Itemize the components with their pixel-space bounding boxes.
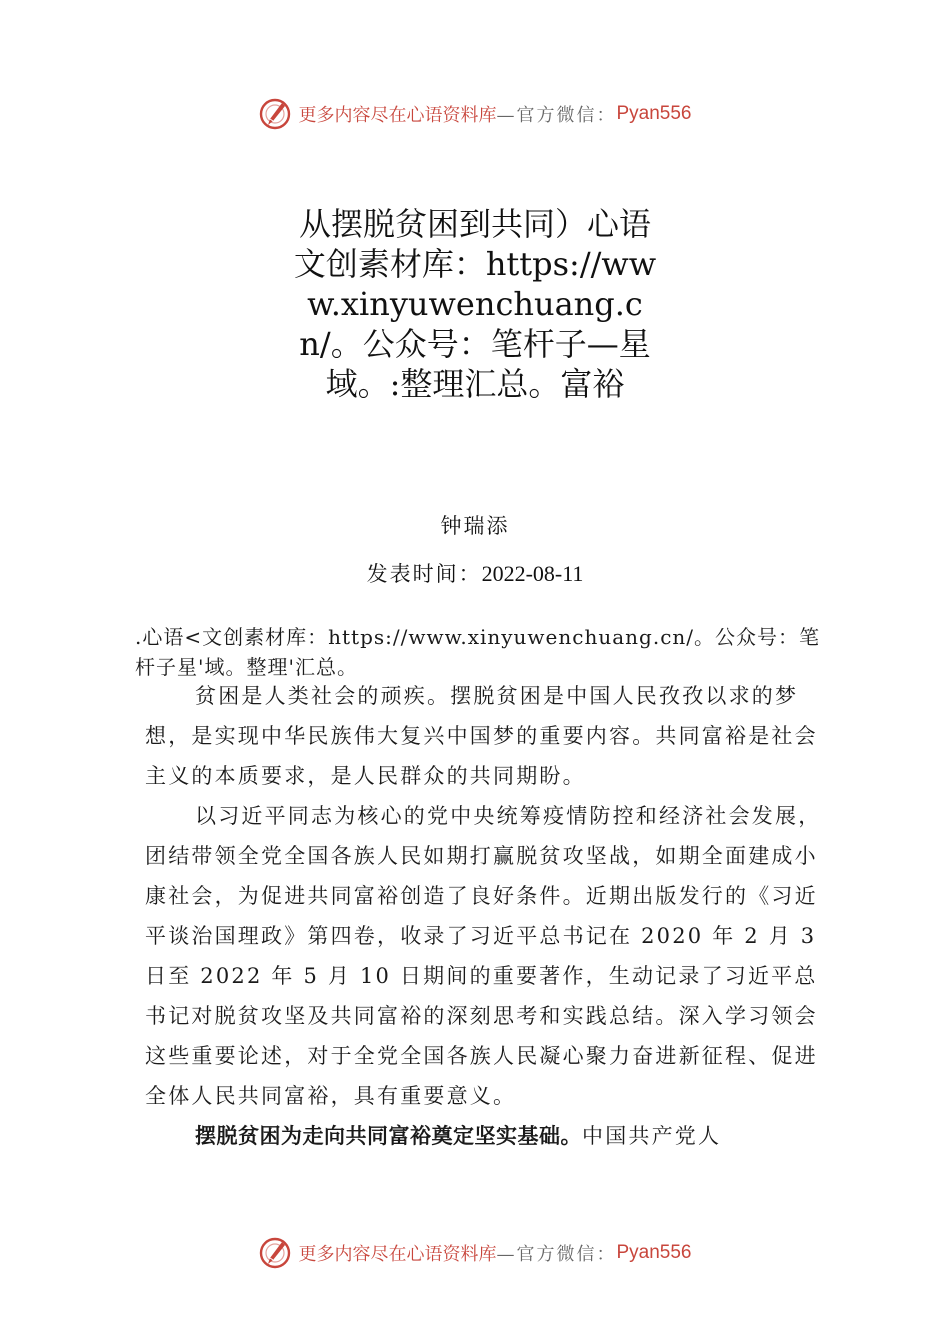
publish-date-value: 2022-08-11 [481, 561, 584, 586]
banner-text-library: 更多内容尽在心语资料库 [298, 1244, 497, 1265]
publish-date-label: 发表时间： [366, 562, 482, 586]
paragraph-3 [145, 1116, 831, 1156]
banner-text-library: 更多内容尽在心语资料库 [298, 105, 497, 126]
quill-logo-icon [258, 97, 292, 131]
paragraph-3-heading: 摆脱贫困为走向共同富裕奠定坚实基础。 [195, 1124, 582, 1148]
header-banner [0, 94, 950, 134]
paragraph-2: 以习近平同志为核心的党中央统筹疫情防控和经济社会发展，团结带领全党全国各族人民如期打赢脱贫攻坚战，如期全面建成小康社会，为促进共同富裕创造了良好条件。近期出版发行的《习近平谈治国理政》第四卷，收录了习近平总书记在 2020 年 2 月 3 日至 2022 年 5 月 10 日期间的重要著作，生动记录了习近平总书记对脱贫攻坚及共同富裕的深刻思考和实践总结。深入学习领会这些重要论述，对于全党全国各族人民凝心聚力奋进新征程、促进全体人民共同富裕，具有重要意义。 [145, 804, 822, 1108]
banner-text-wechat-id: Pyan556 [616, 1242, 692, 1263]
article-body [145, 676, 831, 1156]
paragraph-3-text: 中国共产党人 [582, 1124, 722, 1148]
banner-text-wechat-label: —官方微信： [496, 1244, 617, 1265]
banner-text-wechat-label: —官方微信： [496, 105, 617, 126]
quill-logo-icon [258, 1236, 292, 1270]
source-note: .心语<文创素材库：https://www.xinyuwenchuang.cn/。公众号：笔杆子星'域。整理'汇总。 [135, 625, 821, 679]
publish-date [0, 558, 950, 588]
paragraph-1: 贫困是人类社会的顽疾。摆脱贫困是中国人民孜孜以求的梦想，是实现中华民族伟大复兴中国梦的重要内容。共同富裕是社会主义的本质要求，是人民群众的共同期盼。 [145, 684, 818, 788]
page-title: 从摆脱贫困到共同）心语文创素材库：https://www.xinyuwenchuang.cn/。公众号：笔杆子—星域。:整理汇总。富裕 [293, 205, 657, 403]
banner-text-wechat-id: Pyan556 [616, 103, 692, 124]
footer-banner [0, 1233, 950, 1273]
author: 钟瑞添 [440, 514, 510, 538]
